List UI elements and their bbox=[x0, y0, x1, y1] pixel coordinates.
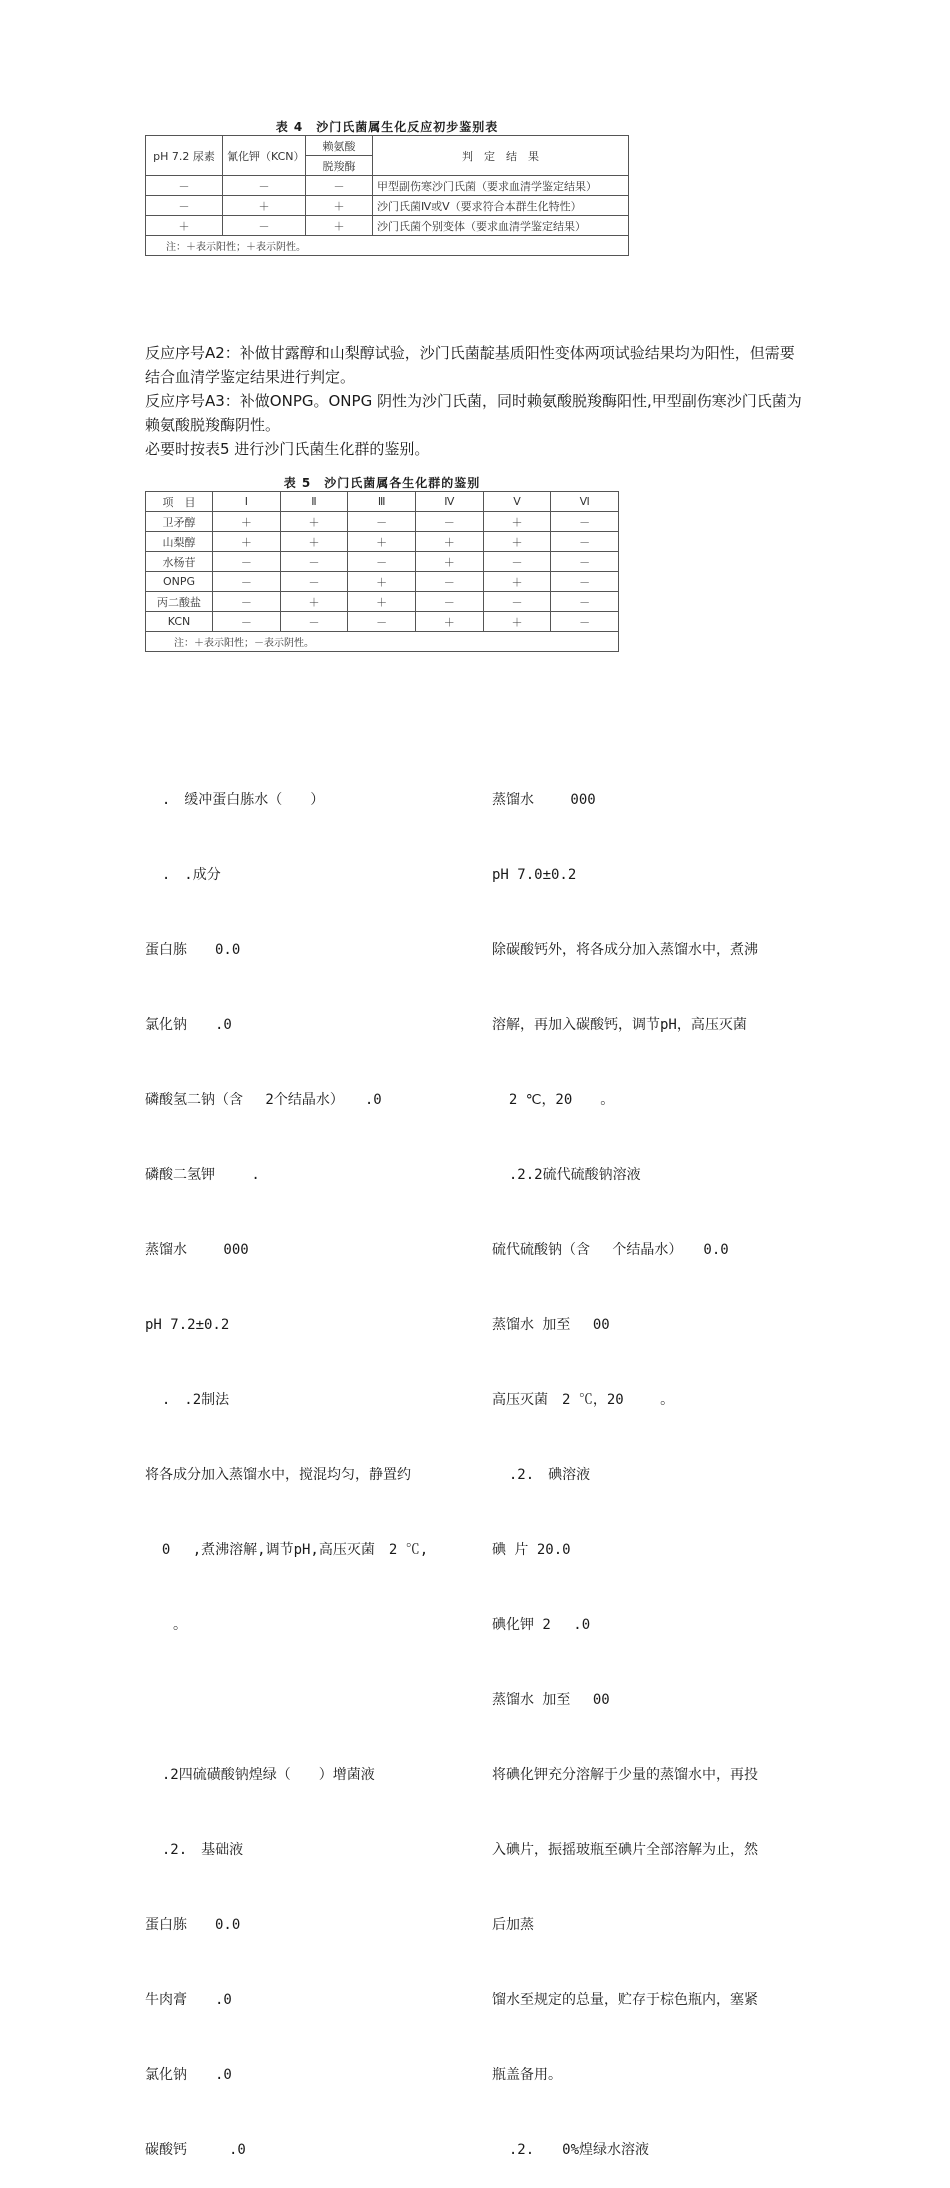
table-cell: － bbox=[306, 176, 373, 196]
paragraph-a3: 反应序号A3：补做ONPG。ONPG 阴性为沙门氏菌，同时赖氨酸脱羧酶阳性,甲型副伤寒沙门氏菌为赖氨酸脱羧酶阴性。 bbox=[145, 392, 802, 434]
text-line: 硫代硫酸钠（含 个结晶水） 0.0 bbox=[492, 1242, 729, 1258]
table-cell: － bbox=[551, 512, 619, 532]
table-cell: － bbox=[213, 572, 281, 592]
table-cell: － bbox=[551, 612, 619, 632]
table5-header: 项 目 bbox=[146, 492, 213, 512]
text-line: 蒸馏水 000 bbox=[145, 1242, 249, 1258]
table-cell: － bbox=[348, 512, 416, 532]
table-cell: － bbox=[213, 552, 281, 572]
table-cell: 甲型副伤寒沙门氏菌（要求血清学鉴定结果） bbox=[373, 176, 629, 196]
table5-header: Ⅰ bbox=[213, 492, 281, 512]
table-cell: 水杨苷 bbox=[146, 552, 213, 572]
text-line: .2. 基础液 bbox=[145, 1842, 244, 1858]
table5-header: Ⅲ bbox=[348, 492, 416, 512]
text-line: .2.2硫代硫酸钠溶液 bbox=[492, 1167, 641, 1183]
table-cell: 山梨醇 bbox=[146, 532, 213, 552]
table4 bbox=[145, 135, 629, 256]
table-cell: KCN bbox=[146, 612, 213, 632]
table-cell: － bbox=[223, 176, 306, 196]
table-cell: ＋ bbox=[348, 572, 416, 592]
table-cell: ＋ bbox=[415, 532, 483, 552]
table-cell: － bbox=[280, 552, 348, 572]
text-line: 碘化钾 2 .0 bbox=[492, 1617, 591, 1633]
table-cell: ＋ bbox=[146, 216, 223, 236]
text-line: . .成分 bbox=[145, 867, 221, 883]
table-cell: ＋ bbox=[213, 532, 281, 552]
table-row bbox=[146, 612, 619, 632]
table-cell: － bbox=[146, 196, 223, 216]
table4-header-kcn: 氰化钾（KCN） bbox=[223, 136, 306, 176]
table-cell: ＋ bbox=[415, 612, 483, 632]
table-cell: ＋ bbox=[348, 532, 416, 552]
table-cell: ONPG bbox=[146, 572, 213, 592]
table-cell: ＋ bbox=[280, 532, 348, 552]
table-row bbox=[146, 196, 629, 216]
table-row bbox=[146, 216, 629, 236]
table-cell: － bbox=[348, 552, 416, 572]
text-line: 除碳酸钙外，将各成分加入蒸馏水中，煮沸 bbox=[492, 942, 758, 958]
text-line: 蛋白胨 0.0 bbox=[145, 1917, 241, 1933]
table-cell: － bbox=[213, 612, 281, 632]
text-line: 入碘片，振摇玻瓶至碘片全部溶解为止，然 bbox=[492, 1842, 758, 1858]
text-line: .2. 碘溶液 bbox=[492, 1467, 591, 1483]
text-line: 碘 片 20.0 bbox=[492, 1542, 571, 1558]
table-cell: ＋ bbox=[483, 532, 551, 552]
text-line: 将碘化钾充分溶解于少量的蒸馏水中，再投 bbox=[492, 1767, 758, 1783]
text-line: 碳酸钙 .0 bbox=[145, 2142, 246, 2158]
text-line: 蛋白胨 0.0 bbox=[145, 942, 241, 958]
text-line: 溶解，再加入碳酸钙，调节pH，高压灭菌 bbox=[492, 1017, 747, 1033]
table-cell: － bbox=[223, 216, 306, 236]
table5-header: Ⅵ bbox=[551, 492, 619, 512]
text-line: 瓶盖备用。 bbox=[492, 2067, 562, 2083]
table-row bbox=[146, 572, 619, 592]
table4-header-urea: pH 7.2 尿素 bbox=[146, 136, 223, 176]
text-line: 牛肉膏 .0 bbox=[145, 1992, 232, 2008]
text-line: 磷酸氢二钠（含 2个结晶水） .0 bbox=[145, 1092, 382, 1108]
table-cell: － bbox=[348, 612, 416, 632]
table-row bbox=[146, 176, 629, 196]
table-row bbox=[146, 512, 619, 532]
table-cell: ＋ bbox=[348, 592, 416, 612]
table-cell: － bbox=[415, 512, 483, 532]
table-row bbox=[146, 592, 619, 612]
table-cell: － bbox=[483, 552, 551, 572]
text-line: .2. 0%煌绿水溶液 bbox=[492, 2142, 650, 2158]
table-cell: － bbox=[146, 176, 223, 196]
text-line: .2四硫磺酸钠煌绿（ ）增菌液 bbox=[145, 1767, 375, 1783]
table-cell: 沙门氏菌Ⅳ或Ⅴ（要求符合本群生化特性） bbox=[373, 196, 629, 216]
table4-header-result: 判 定 结 果 bbox=[373, 136, 629, 176]
table4-header-lysine-1: 赖氨酸 bbox=[306, 136, 373, 156]
table-cell: ＋ bbox=[483, 612, 551, 632]
table-cell: － bbox=[551, 552, 619, 572]
table5-note: 注：＋表示阳性；－表示阴性。 bbox=[146, 632, 619, 652]
text-line: 氯化钠 .0 bbox=[145, 2067, 232, 2083]
table4-header-lysine-2: 脱羧酶 bbox=[306, 156, 373, 176]
text-line: 蒸馏水 加至 00 bbox=[492, 1692, 610, 1708]
table4-note: 注：＋表示阳性；＋表示阴性。 bbox=[146, 236, 629, 256]
table5-header: Ⅱ bbox=[280, 492, 348, 512]
table-cell: － bbox=[551, 592, 619, 612]
text-line: 。 bbox=[145, 1617, 187, 1633]
table-cell: ＋ bbox=[415, 552, 483, 572]
table5-header: Ⅳ bbox=[415, 492, 483, 512]
table-row bbox=[146, 532, 619, 552]
text-line bbox=[145, 1688, 475, 1713]
text-line: 氯化钠 .0 bbox=[145, 1017, 232, 1033]
text-line: 馏水至规定的总量，贮存于棕色瓶内，塞紧 bbox=[492, 1992, 758, 2008]
table-cell: － bbox=[280, 612, 348, 632]
table-cell: ＋ bbox=[306, 216, 373, 236]
table-cell: ＋ bbox=[483, 572, 551, 592]
paragraph-a2: 反应序号A2：补做甘露醇和山梨醇试验，沙门氏菌靛基质阳性变体两项试验结果均为阳性，但需要结合血清学鉴定结果进行判定。 bbox=[145, 344, 795, 386]
table-cell: ＋ bbox=[280, 512, 348, 532]
table-cell: － bbox=[415, 592, 483, 612]
table-cell: 卫矛醇 bbox=[146, 512, 213, 532]
text-line: 后加蒸 bbox=[492, 1917, 534, 1933]
table-cell: ＋ bbox=[483, 512, 551, 532]
table-cell: － bbox=[213, 592, 281, 612]
table-cell: ＋ bbox=[213, 512, 281, 532]
text-line: 0 ,煮沸溶解,调节pH,高压灭菌 2 ℃, bbox=[145, 1542, 429, 1558]
table-cell: ＋ bbox=[306, 196, 373, 216]
table-cell: － bbox=[280, 572, 348, 592]
table5-title: 表 5 沙门氏菌属各生化群的鉴别 bbox=[283, 476, 481, 490]
table-cell: － bbox=[551, 532, 619, 552]
right-column bbox=[492, 738, 822, 2188]
table5 bbox=[145, 491, 619, 652]
text-line: . 缓冲蛋白胨水（ ） bbox=[145, 792, 325, 808]
table5-header: Ⅴ bbox=[483, 492, 551, 512]
text-line: 蒸馏水 加至 00 bbox=[492, 1317, 610, 1333]
text-line: 高压灭菌 2 ℃，20 。 bbox=[492, 1392, 675, 1408]
text-line: 2 ℃，20 。 bbox=[492, 1092, 615, 1108]
paragraph-table5-ref: 必要时按表5 进行沙门氏菌生化群的鉴别。 bbox=[145, 440, 430, 458]
text-line: 磷酸二氢钾 . bbox=[145, 1167, 260, 1183]
table-cell: ＋ bbox=[280, 592, 348, 612]
text-line: 蒸馏水 000 bbox=[492, 792, 596, 808]
text-line: 将各成分加入蒸馏水中，搅混均匀，静置约 bbox=[145, 1467, 411, 1483]
text-line: . .2制法 bbox=[145, 1392, 230, 1408]
text-line: pH 7.2±0.2 bbox=[145, 1317, 230, 1333]
table-cell: ＋ bbox=[223, 196, 306, 216]
table-cell: － bbox=[551, 572, 619, 592]
table-cell: － bbox=[415, 572, 483, 592]
text-line: pH 7.0±0.2 bbox=[492, 867, 577, 883]
table-row bbox=[146, 552, 619, 572]
left-column bbox=[145, 738, 475, 2188]
table-cell: － bbox=[483, 592, 551, 612]
table4-title: 表 4 沙门氏菌属生化反应初步鉴别表 bbox=[275, 120, 499, 134]
table-cell: 沙门氏菌个别变体（要求血清学鉴定结果） bbox=[373, 216, 629, 236]
table-cell: 丙二酸盐 bbox=[146, 592, 213, 612]
